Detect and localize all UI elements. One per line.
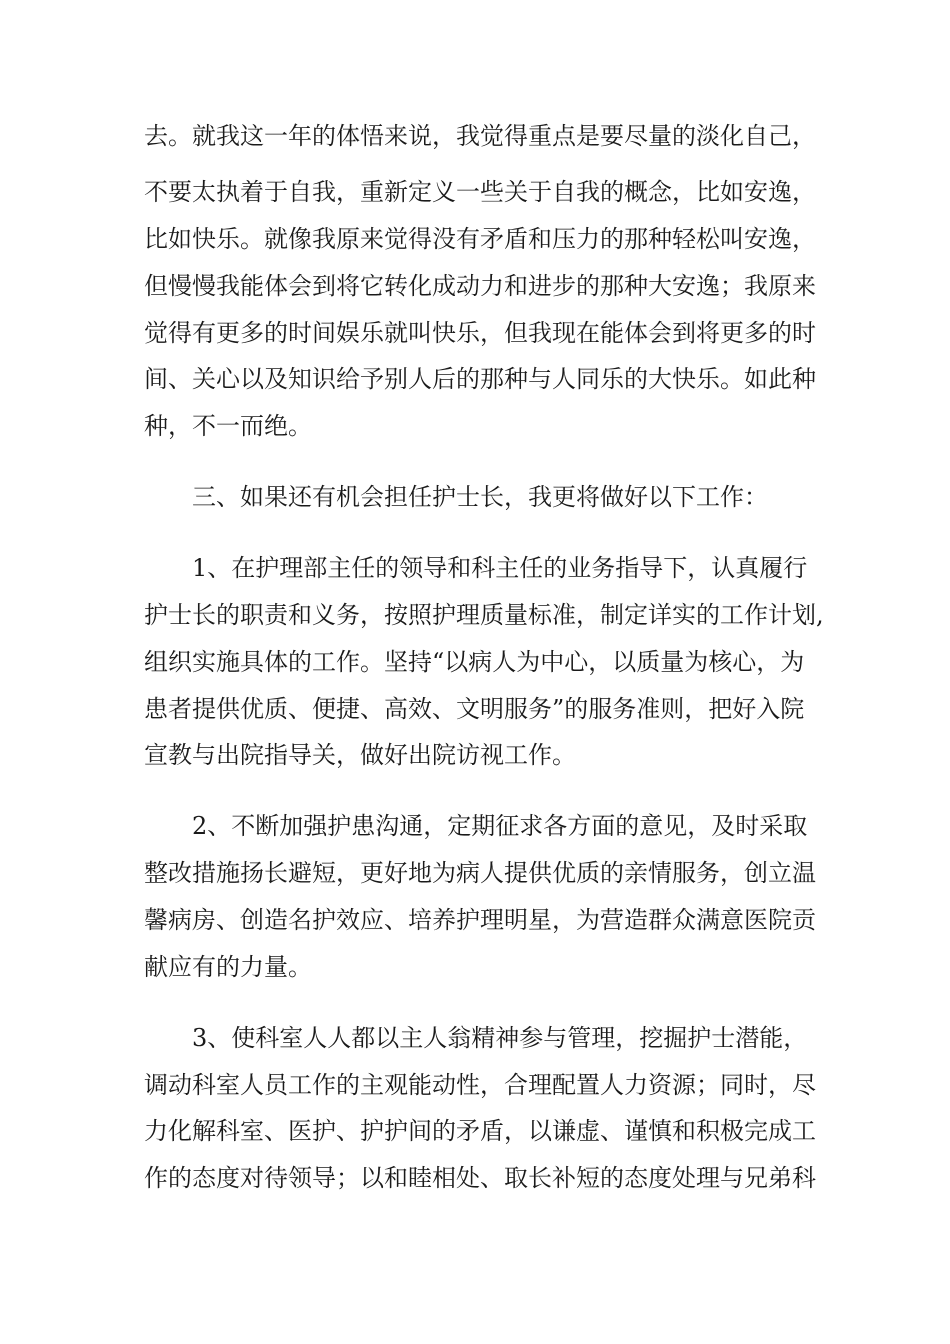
paragraph-first-line: 3、使科室人人都以主人翁精神参与管理，挖掘护士潜能， bbox=[192, 1024, 808, 1052]
text-line: 去。就我这一年的体悟来说，我觉得重点是要尽量的淡化自己， bbox=[144, 122, 816, 150]
text-line: 但慢慢我能体会到将它转化成动力和进步的那种大安逸；我原来 bbox=[144, 272, 816, 300]
text-line: 馨病房、创造名护效应、培养护理明星，为营造群众满意医院贡 bbox=[144, 906, 816, 934]
text-line: 间、关心以及知识给予别人后的那种与人同乐的大快乐。如此种 bbox=[144, 365, 816, 393]
text-line: 献应有的力量。 bbox=[144, 953, 312, 981]
text-line: 种，不一而绝。 bbox=[144, 412, 312, 440]
text-line: 不要太执着于自我，重新定义一些关于自我的概念，比如安逸， bbox=[144, 178, 816, 206]
section-heading: 三、如果还有机会担任护士长，我更将做好以下工作： bbox=[192, 483, 768, 511]
text-line: 组织实施具体的工作。坚持“以病人为中心，以质量为核心，为 bbox=[144, 648, 805, 676]
text-line: 整改措施扬长避短，更好地为病人提供优质的亲情服务，创立温 bbox=[144, 859, 816, 887]
text-line: 宣教与出院指导关，做好出院访视工作。 bbox=[144, 741, 576, 769]
text-line: 力化解科室、医护、护护间的矛盾，以谦虚、谨慎和积极完成工 bbox=[144, 1117, 816, 1145]
text-line: 护士长的职责和义务，按照护理质量标准，制定详实的工作计划, bbox=[144, 601, 824, 629]
text-line: 比如快乐。就像我原来觉得没有矛盾和压力的那种轻松叫安逸， bbox=[144, 225, 816, 253]
paragraph-first-line: 1、在护理部主任的领导和科主任的业务指导下，认真履行 bbox=[192, 554, 808, 582]
text-line: 患者提供优质、便捷、高效、文明服务”的服务准则，把好入院 bbox=[144, 695, 805, 723]
text-line: 调动科室人员工作的主观能动性，合理配置人力资源；同时，尽 bbox=[144, 1071, 816, 1099]
paragraph-first-line: 2、不断加强护患沟通，定期征求各方面的意见，及时采取 bbox=[192, 812, 808, 840]
text-line: 作的态度对待领导；以和睦相处、取长补短的态度处理与兄弟科 bbox=[144, 1164, 816, 1192]
text-line: 觉得有更多的时间娱乐就叫快乐，但我现在能体会到将更多的时 bbox=[144, 319, 816, 347]
